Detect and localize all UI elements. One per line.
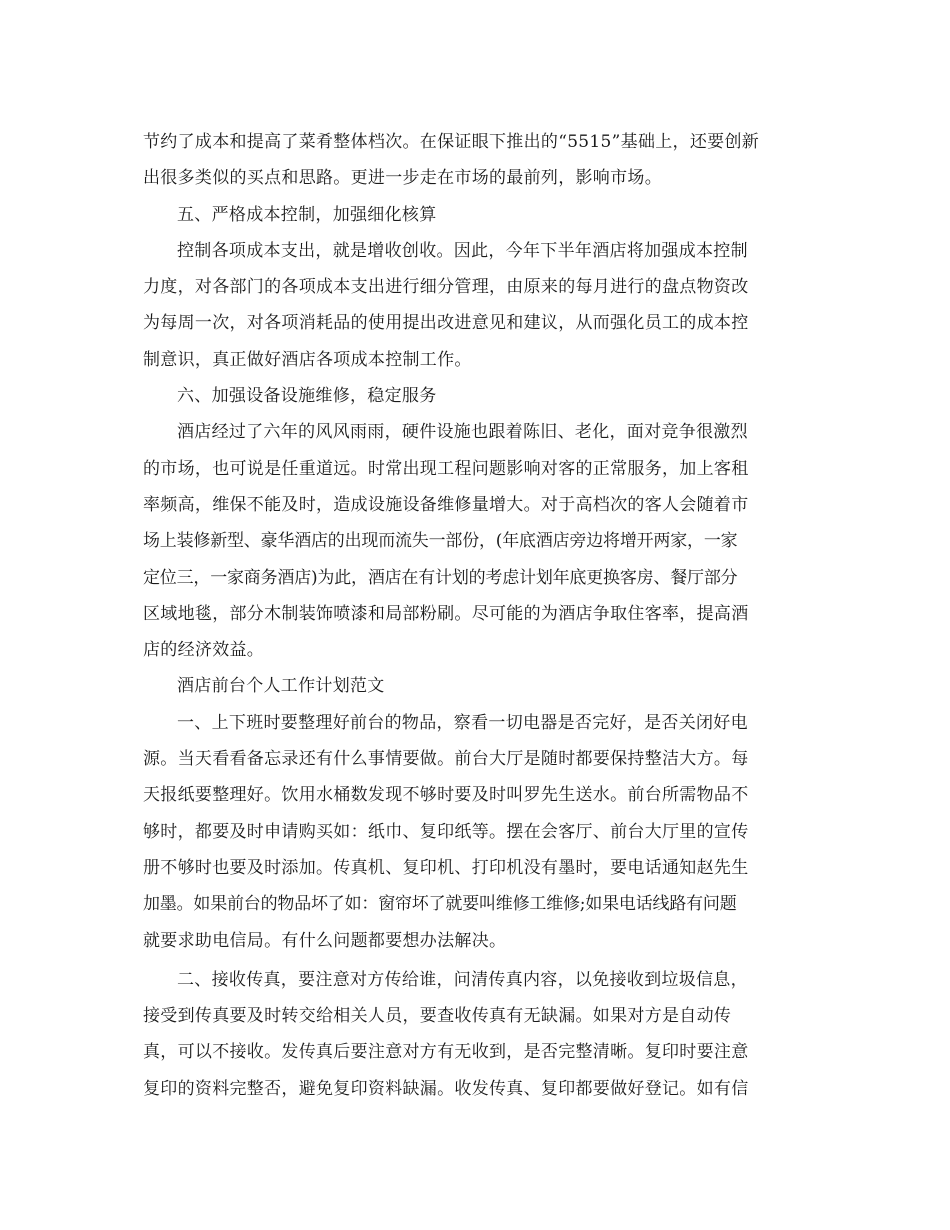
body-line: 力度，对各部门的各项成本支出进行细分管理，由原来的每月进行的盘点物资改 xyxy=(143,277,749,298)
section-heading-cost-control: 五、严格成本控制，加强细化核算 xyxy=(177,204,437,225)
body-line: 店的经济效益。 xyxy=(143,640,265,661)
article-title: 酒店前台个人工作计划范文 xyxy=(177,676,385,697)
body-line: 定位三，一家商务酒店)为此，酒店在有计划的考虑计划年底更换客房、餐厅部分 xyxy=(143,567,738,588)
body-line: 的市场，也可说是任重道远。时常出现工程问题影响对客的正常服务，加上客租 xyxy=(143,458,749,479)
body-line: 节约了成本和提高了菜肴整体档次。在保证眼下推出的“5515”基础上，还要创新 xyxy=(143,132,760,152)
body-line: 酒店经过了六年的风风雨雨，硬件设施也跟着陈旧、老化，面对竞争很激烈 xyxy=(177,422,748,443)
body-line: 为每周一次，对各项消耗品的使用提出改进意见和建议，从而强化员工的成本控 xyxy=(143,313,749,334)
body-line: 够时，都要及时申请购买如：纸巾、复印纸等。摆在会客厅、前台大厅里的宣传 xyxy=(143,821,749,842)
body-line: 源。当天看看备忘录还有什么事情要做。前台大厅是随时都要保持整洁大方。每 xyxy=(143,749,749,770)
body-line: 真，可以不接收。发传真后要注意对方有无收到，是否完整清晰。复印时要注意 xyxy=(143,1042,749,1063)
body-line: 复印的资料完整否，避免复印资料缺漏。收发传真、复印都要做好登记。如有信 xyxy=(143,1078,749,1099)
body-line: 率频高，维保不能及时，造成设施设备维修量增大。对于高档次的客人会随着市 xyxy=(143,494,749,515)
section-heading-equipment-maintenance: 六、加强设备设施维修，稳定服务 xyxy=(177,386,437,407)
body-line: 场上装修新型、豪华酒店的出现而流失一部份，(年底酒店旁边将增开两家，一家 xyxy=(143,531,738,552)
body-line: 控制各项成本支出，就是增收创收。因此，今年下半年酒店将加强成本控制 xyxy=(177,240,748,261)
body-line: 天报纸要整理好。饮用水桶数发现不够时要及时叫罗先生送水。前台所需物品不 xyxy=(143,785,749,806)
body-line: 出很多类似的买点和思路。更进一步走在市场的最前列，影响市场。 xyxy=(143,168,662,189)
body-line: 接受到传真要及时转交给相关人员，要查收传真有无缺漏。如果对方是自动传 xyxy=(143,1006,732,1027)
body-line: 区域地毯，部分木制装饰喷漆和局部粉刷。尽可能的为酒店争取住客率，提高酒 xyxy=(143,603,749,624)
body-line: 加墨。如果前台的物品坏了如：窗帘坏了就要叫维修工维修;如果电话线路有问题 xyxy=(143,894,737,915)
document-body xyxy=(143,124,813,1107)
body-line: 册不够时也要及时添加。传真机、复印机、打印机没有墨时，要电话通知赵先生 xyxy=(143,857,749,878)
body-line: 二、接收传真，要注意对方传给谁，问清传真内容，以免接收到垃圾信息， xyxy=(177,969,748,990)
body-line: 制意识，真正做好酒店各项成本控制工作。 xyxy=(143,349,472,370)
body-line: 一、上下班时要整理好前台的物品，察看一切电器是否完好，是否关闭好电 xyxy=(177,712,748,733)
body-line: 就要求助电信局。有什么问题都要想办法解决。 xyxy=(143,930,507,951)
